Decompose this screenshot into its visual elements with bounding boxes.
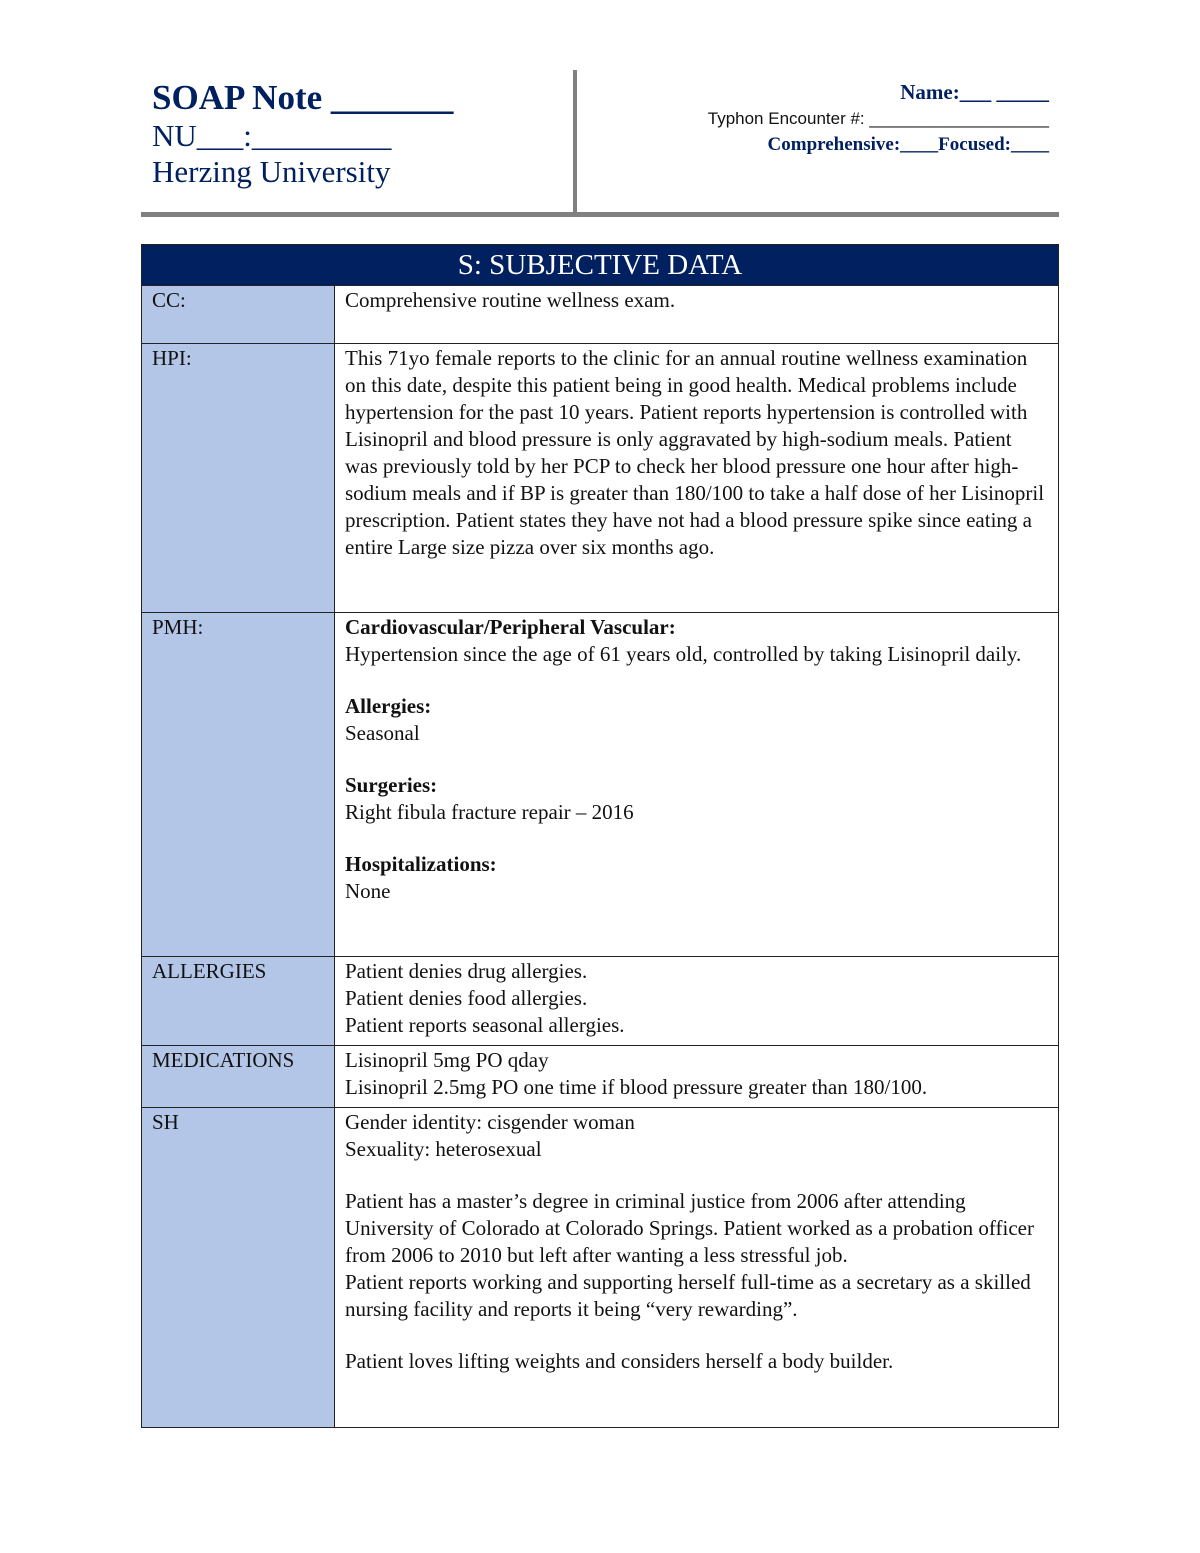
document-title: SOAP Note _______ <box>152 78 454 117</box>
typhon-encounter-field: Typhon Encounter #: ___________________ <box>707 109 1049 128</box>
row-label: MEDICATIONS <box>142 1046 335 1108</box>
cc-text: Comprehensive routine wellness exam. <box>335 286 1059 344</box>
sh-content <box>335 1108 1059 1428</box>
sh-education: Patient has a master’s degree in criminal justice from 2006 after attending University of Colorado at Colorado Springs. Patient worked as a probation officer from 2006 to 2010 but left after wanting a less stressful job. <box>345 1189 1034 1267</box>
sh-gender: Gender identity: cisgender woman <box>345 1110 635 1134</box>
header-rule <box>141 212 1059 217</box>
section-title: S: SUBJECTIVE DATA <box>142 245 1059 286</box>
allergies-content <box>335 957 1059 1046</box>
row-label: CC: <box>142 286 335 344</box>
pmh-hospitalizations-text: None <box>345 879 391 903</box>
allergy-line: Patient reports seasonal allergies. <box>345 1013 625 1037</box>
name-field: Name:___ _____ <box>900 80 1049 104</box>
sh-work: Patient reports working and supporting herself full-time as a secretary as a skilled nursing facility and reports it being “very rewarding”. <box>345 1270 1031 1321</box>
row-label: SH <box>142 1108 335 1428</box>
table-row-hpi <box>142 344 1059 613</box>
header-left <box>152 78 453 190</box>
pmh-content <box>335 613 1059 957</box>
row-label: ALLERGIES <box>142 957 335 1046</box>
table-row-allergies <box>142 957 1059 1046</box>
pmh-cv-text: Hypertension since the age of 61 years old, controlled by taking Lisinopril daily. <box>345 642 1022 666</box>
allergy-line: Patient denies food allergies. <box>345 986 588 1010</box>
pmh-allergies-text: Seasonal <box>345 721 420 745</box>
pmh-surgeries-text: Right fibula fracture repair – 2016 <box>345 800 634 824</box>
table-row-medications <box>142 1046 1059 1108</box>
table-row-cc <box>142 286 1059 344</box>
medications-content <box>335 1046 1059 1108</box>
course-number: NU___:_________ <box>152 118 392 153</box>
table-row-sh <box>142 1108 1059 1428</box>
header-right <box>708 78 1049 158</box>
header-divider <box>573 70 577 215</box>
pmh-allergies-heading: Allergies: <box>345 694 432 718</box>
pmh-cv-heading: Cardiovascular/Peripheral Vascular: <box>345 615 676 639</box>
sh-hobby: Patient loves lifting weights and considers herself a body builder. <box>345 1349 894 1373</box>
exam-type-field: Comprehensive:____Focused:____ <box>767 134 1049 155</box>
document-header <box>141 70 1059 218</box>
pmh-surgeries-heading: Surgeries: <box>345 773 438 797</box>
table-row-pmh <box>142 613 1059 957</box>
sh-sexuality: Sexuality: heterosexual <box>345 1137 542 1161</box>
medication-line: Lisinopril 5mg PO qday <box>345 1048 549 1072</box>
pmh-hospitalizations-heading: Hospitalizations: <box>345 852 497 876</box>
medication-line: Lisinopril 2.5mg PO one time if blood pressure greater than 180/100. <box>345 1075 928 1099</box>
hpi-text: This 71yo female reports to the clinic for an annual routine wellness examination on this date, despite this patient being in good health. Medical problems include hypertension for the past 10 years. Patient reports hypertension is controlled with Lisinopril and blood pressure is only aggravated by high-sodium meals. Patient was previously told by her PCP to check her blood pressure one hour after high-sodium meals and if BP is greater than 180/100 to take a half dose of her Lisinopril prescription. Patient states they have not had a blood pressure spike since eating a entire Large size pizza over six months ago. <box>335 344 1059 613</box>
allergy-line: Patient denies drug allergies. <box>345 959 588 983</box>
subjective-data-table <box>141 244 1059 1428</box>
row-label: HPI: <box>142 344 335 613</box>
row-label: PMH: <box>142 613 335 957</box>
university-name: Herzing University <box>152 154 391 189</box>
